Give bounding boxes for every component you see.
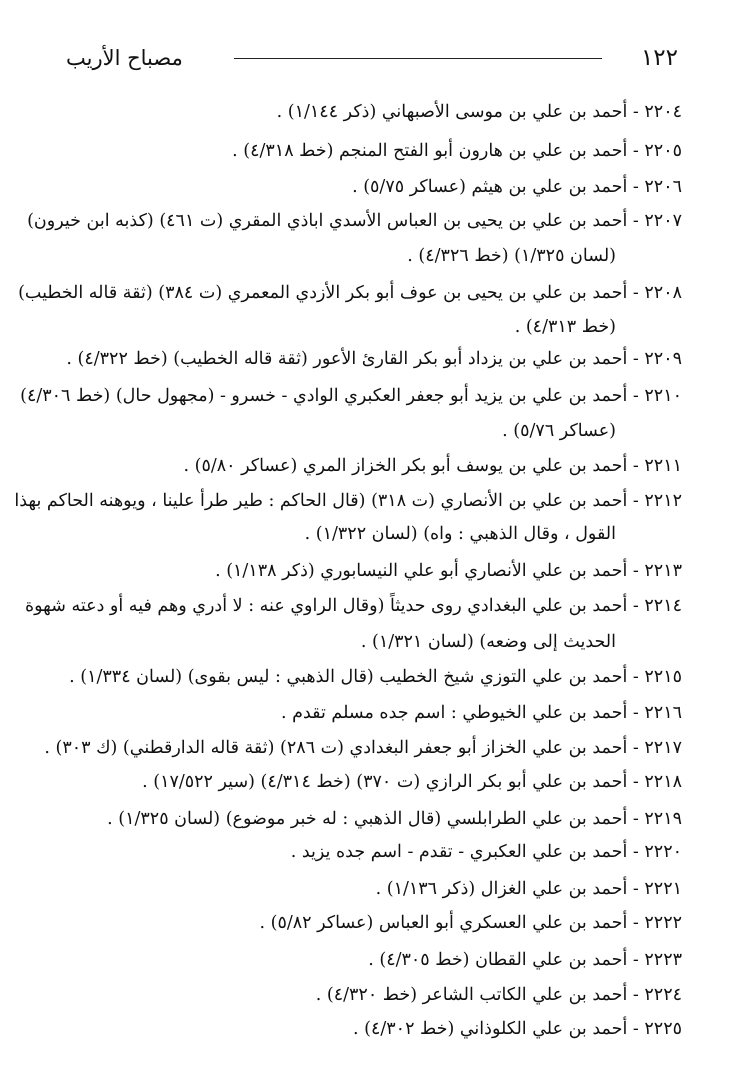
entry-line: ٢٢١٥ - أحمد بن علي التوزي شيخ الخطيب (قال الذهبي : ليس بقوى) (لسان ١/٣٣٤) . <box>69 667 682 687</box>
entry-line: ٢٢١٢ - أحمد بن علي بن الأنصاري (ت ٣١٨) (قال الحاكم : طير طرأ علينا ، ويوهنه الحاكم بهذا <box>14 491 682 511</box>
entry-continuation-line: الحديث إلى وضعه) (لسان ١/٣٢١) . <box>360 632 616 652</box>
entry-line: ٢٢١٣ - أحمد بن علي الأنصاري أبو علي النيسابوري (ذكر ١/١٣٨) . <box>215 561 682 581</box>
entry-line: ٢٢٠٤ - أحمد بن علي بن موسى الأصبهاني (ذكر ١/١٤٤) . <box>276 102 682 122</box>
entry-line: ٢٢١٠ - أحمد بن علي بن يزيد أبو جعفر العكبري الوادي - خسرو - (مجهول حال) (خط ٤/٣٠٦) <box>20 386 682 406</box>
entry-line: ٢٢١٩ - أحمد بن علي الطرابلسي (قال الذهبي : له خبر موضوع) (لسان ١/٣٢٥) . <box>107 809 682 829</box>
header-rule <box>234 58 602 59</box>
entry-line: ٢٢١٧ - أحمد بن علي الخزاز أبو جعفر البغدادي (ت ٢٨٦) (ثقة قاله الدارقطني) (ك ٣٠٣) . <box>44 738 682 758</box>
entry-line: ٢٢٢٠ - أحمد بن علي العكبري - تقدم - اسم جده يزيد . <box>290 842 682 862</box>
entry-continuation-line: (خط ٤/٣١٣) . <box>514 317 616 337</box>
entry-line: ٢٢٢٣ - أحمد بن علي القطان (خط ٤/٣٠٥) . <box>368 950 682 970</box>
entry-line: ٢٢٢٤ - أحمد بن علي الكاتب الشاعر (خط ٤/٣٢٠) . <box>315 985 682 1005</box>
entry-line: ٢٢٠٨ - أحمد بن علي بن يحيى بن عوف أبو بكر الأزدي المعمري (ت ٣٨٤) (ثقة قاله الخطيب) <box>18 283 682 303</box>
entry-line: ٢٢١٨ - أحمد بن علي أبو بكر الرازي (ت ٣٧٠) (خط ٤/٣١٤) (سير ١٧/٥٢٢) . <box>142 772 682 792</box>
page-header <box>66 40 678 76</box>
entry-line: ٢٢٠٧ - أحمد بن علي بن يحيى بن العباس الأسدي اباذي المقري (ت ٤٦١) (كذبه ابن خيرون) <box>27 211 682 231</box>
entry-line: ٢٢٠٥ - أحمد بن علي بن هارون أبو الفتح المنجم (خط ٤/٣١٨) . <box>232 141 682 161</box>
page-number: ١٢٢ <box>640 45 678 71</box>
entry-continuation-line: (لسان ١/٣٢٥) (خط ٤/٣٢٦) . <box>407 246 616 266</box>
book-title: مصباح الأريب <box>66 46 183 70</box>
entry-line: ٢٢١٤ - أحمد بن علي البغدادي روى حديثاً (وقال الراوي عنه : لا أدري وهم فيه أو دعته شهوة <box>24 596 682 616</box>
entry-line: ٢٢٢٢ - أحمد بن علي العسكري أبو العباس (عساكر ٥/٨٢) . <box>259 913 682 933</box>
entry-line: ٢٢٢١ - أحمد بن علي الغزال (ذكر ١/١٣٦) . <box>375 879 682 899</box>
entry-line: ٢٢١٦ - أحمد بن علي الخيوطي : اسم جده مسلم تقدم . <box>280 703 682 723</box>
entry-line: ٢٢٠٩ - أحمد بن علي بن يزداد أبو بكر القارئ الأعور (ثقة قاله الخطيب) (خط ٤/٣٢٢) . <box>66 349 682 369</box>
entry-line: ٢٢١١ - أحمد بن علي بن يوسف أبو بكر الخزاز المري (عساكر ٥/٨٠) . <box>183 456 682 476</box>
entry-line: ٢٢٢٥ - أحمد بن علي الكلوذاني (خط ٤/٣٠٢) . <box>353 1019 682 1039</box>
entry-continuation-line: (عساكر ٥/٧٦) . <box>502 421 616 441</box>
entry-continuation-line: القول ، وقال الذهبي : واه) (لسان ١/٣٢٢) . <box>304 524 616 544</box>
entry-line: ٢٢٠٦ - أحمد بن علي بن هيثم (عساكر ٥/٧٥) . <box>352 177 682 197</box>
